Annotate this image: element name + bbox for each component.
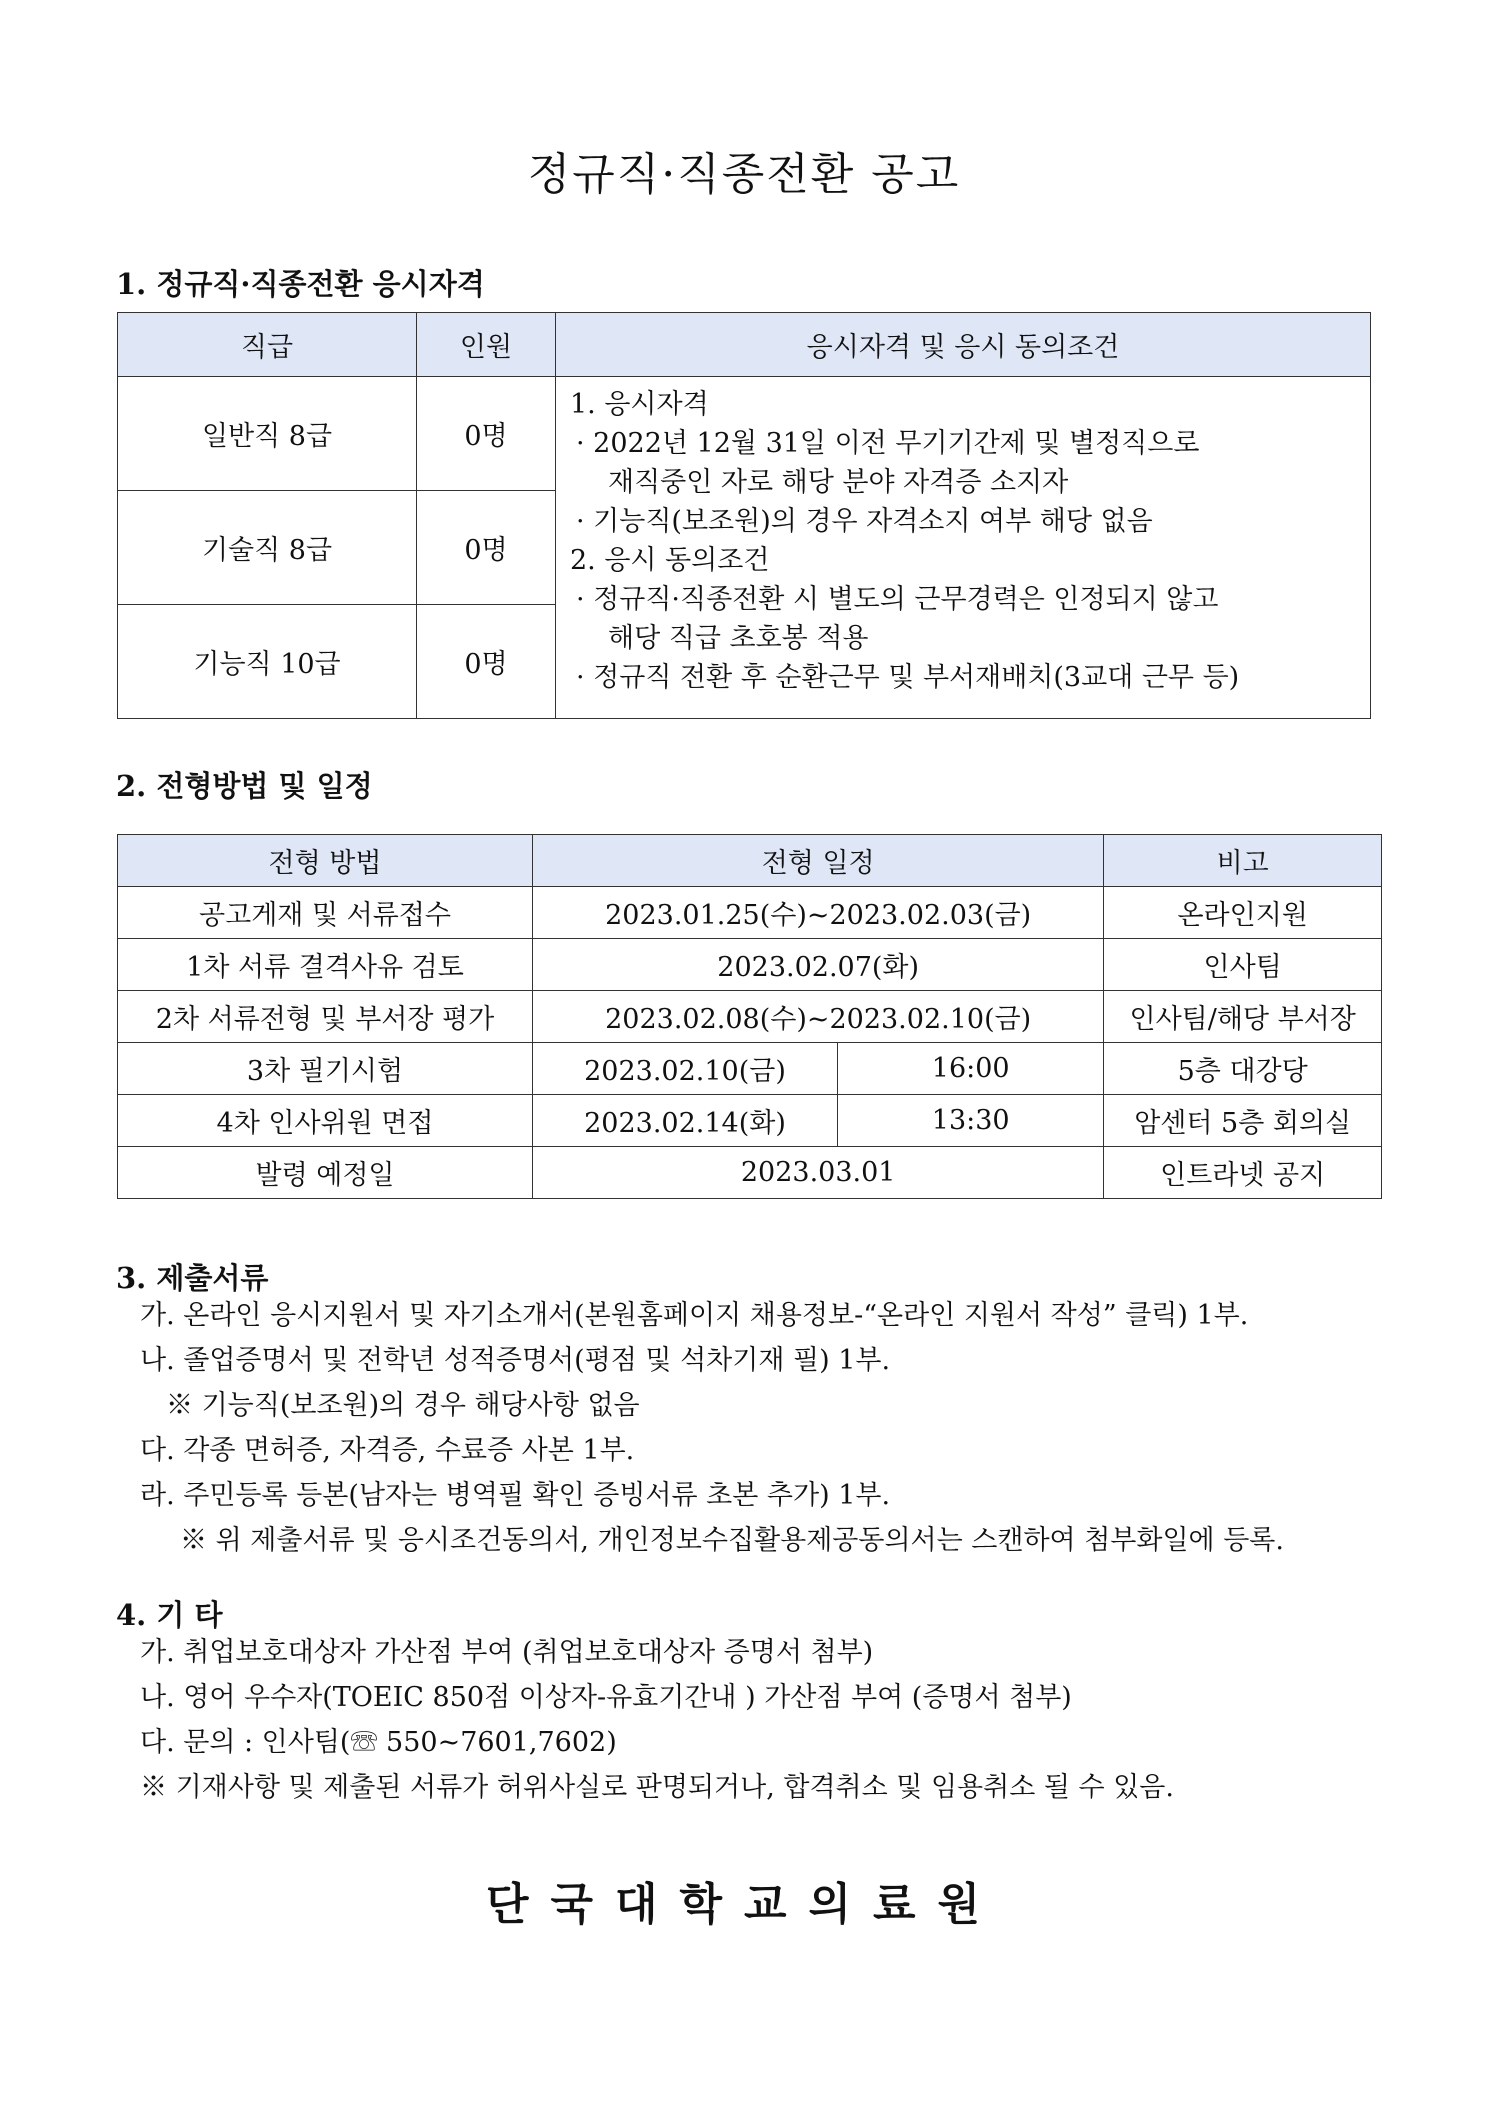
section3-heading: 3. 제출서류 [116, 1261, 269, 1295]
note-cell: 온라인지원 [1104, 887, 1382, 939]
date-cell: 2023.01.25(수)~2023.02.03(금) [533, 887, 1104, 939]
method-cell: 발령 예정일 [118, 1147, 533, 1199]
date-cell: 2023.02.14(화) [533, 1095, 838, 1147]
condition-line: · 기능직(보조원)의 경우 자격소지 여부 해당 없음 [576, 506, 1153, 537]
list-item: 가. 취업보호대상자 가산점 부여 (취업보호대상자 증명서 첨부) [140, 1637, 874, 1668]
time-cell: 16:00 [838, 1043, 1104, 1095]
conditions-cell [556, 377, 1371, 719]
date-cell: 2023.02.10(금) [533, 1043, 838, 1095]
section1-heading: 1. 정규직·직종전환 응시자격 [116, 267, 485, 301]
table-row [118, 1095, 1382, 1147]
date-cell: 2023.02.08(수)~2023.02.10(금) [533, 991, 1104, 1043]
schedule-table [117, 834, 1382, 1199]
table-row [118, 1147, 1382, 1199]
list-note: ※ 위 제출서류 및 응시조건동의서, 개인정보수집활용제공동의서는 스캔하여 첨부화일에 등록. [180, 1525, 1284, 1556]
list-note: ※ 기능직(보조원)의 경우 해당사항 없음 [166, 1390, 640, 1421]
method-cell: 3차 필기시험 [118, 1043, 533, 1095]
list-item: 나. 영어 우수자(TOEIC 850점 이상자-유효기간내 ) 가산점 부여 (증명서 첨부) [140, 1682, 1072, 1713]
note-cell: 인사팀/해당 부서장 [1104, 991, 1382, 1043]
note-cell: 인트라넷 공지 [1104, 1147, 1382, 1199]
table-row [118, 939, 1382, 991]
method-cell: 공고게재 및 서류접수 [118, 887, 533, 939]
table-header-row [118, 313, 1371, 377]
table-header-row [118, 835, 1382, 887]
table-row [118, 991, 1382, 1043]
condition-line: 2. 응시 동의조건 [570, 545, 770, 576]
condition-line: · 정규직 전환 후 순환근무 및 부서재배치(3교대 근무 등) [576, 662, 1240, 693]
time-cell: 13:30 [838, 1095, 1104, 1147]
condition-line: · 2022년 12월 31일 이전 무기기간제 및 별정직으로 [576, 428, 1200, 459]
count-cell: 0명 [417, 491, 556, 605]
other-list [140, 1630, 1174, 1810]
list-note: ※ 기재사항 및 제출된 서류가 허위사실로 판명되거나, 합격취소 및 임용취소 될 수 있음. [140, 1772, 1174, 1803]
list-item: 가. 온라인 응시지원서 및 자기소개서(본원홈페이지 채용정보-“온라인 지원서 작성” 클릭) 1부. [140, 1300, 1249, 1331]
table-row [118, 1043, 1382, 1095]
count-cell: 0명 [417, 605, 556, 719]
grade-cell: 일반직 8급 [118, 377, 417, 491]
list-item: 라. 주민등록 등본(남자는 병역필 확인 증빙서류 초본 추가) 1부. [140, 1480, 891, 1511]
documents-list [140, 1293, 1284, 1563]
condition-line: · 정규직·직종전환 시 별도의 근무경력은 인정되지 않고 [576, 584, 1219, 615]
count-cell: 0명 [417, 377, 556, 491]
header-method: 전형 방법 [118, 835, 533, 887]
date-cell: 2023.02.07(화) [533, 939, 1104, 991]
note-cell: 인사팀 [1104, 939, 1382, 991]
note-cell: 암센터 5층 회의실 [1104, 1095, 1382, 1147]
header-note: 비고 [1104, 835, 1382, 887]
header-count: 인원 [417, 313, 556, 377]
grade-cell: 기능직 10급 [118, 605, 417, 719]
condition-line: 1. 응시자격 [570, 389, 709, 420]
condition-line: 재직중인 자로 해당 분야 자격증 소지자 [608, 467, 1069, 498]
section4-heading: 4. 기 타 [116, 1598, 223, 1632]
organization-name: 단국대학교의료원 [485, 1879, 1003, 1930]
method-cell: 2차 서류전형 및 부서장 평가 [118, 991, 533, 1043]
note-cell: 5층 대강당 [1104, 1043, 1382, 1095]
section2-heading: 2. 전형방법 및 일정 [116, 769, 373, 803]
list-item: 다. 각종 면허증, 자격증, 수료증 사본 1부. [140, 1435, 635, 1466]
list-item: 나. 졸업증명서 및 전학년 성적증명서(평점 및 석차기재 필) 1부. [140, 1345, 891, 1376]
list-item: 다. 문의 : 인사팀(☏ 550~7601,7602) [140, 1727, 617, 1758]
page-title: 정규직·직종전환 공고 [527, 149, 961, 200]
date-cell: 2023.03.01 [533, 1147, 1104, 1199]
table-row [118, 887, 1382, 939]
eligibility-table [117, 312, 1371, 719]
header-schedule: 전형 일정 [533, 835, 1104, 887]
method-cell: 4차 인사위원 면접 [118, 1095, 533, 1147]
condition-line: 해당 직급 초호봉 적용 [608, 623, 869, 654]
table-row [118, 377, 1371, 491]
method-cell: 1차 서류 결격사유 검토 [118, 939, 533, 991]
header-grade: 직급 [118, 313, 417, 377]
grade-cell: 기술직 8급 [118, 491, 417, 605]
header-conditions: 응시자격 및 응시 동의조건 [556, 313, 1371, 377]
